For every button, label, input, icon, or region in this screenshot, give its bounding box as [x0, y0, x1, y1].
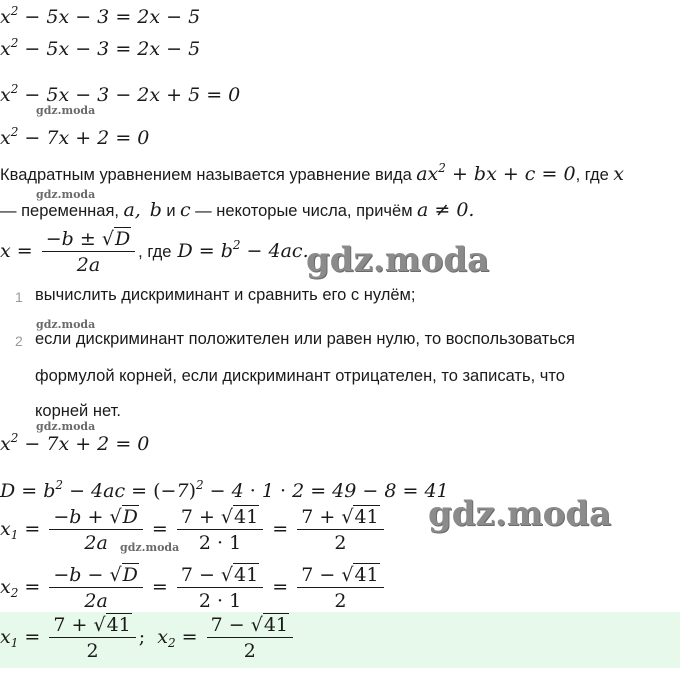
- step-text: формулой корней, если дискриминант отрицателен, то записать, что: [35, 367, 565, 385]
- equation-3: $x^2 - 5x - 3 - 2x + 5 = 0$: [0, 82, 241, 106]
- equation-5: $x^2 - 7x + 2 = 0$: [0, 431, 150, 455]
- definition-line-1: Квадратным уравнением называется уравнение вида $ax^2$ + bx + c = 0, где x: [0, 161, 624, 185]
- watermark-small: gdz.moda: [36, 318, 96, 331]
- root-x2-line: $x_2$ = $\frac{-b - √D}{2a}$ = $\frac{7 - √41}{2 \cdot 1}$ = $\frac{7 - √41}{2}$: [0, 564, 387, 612]
- discriminant-line: $D = b^2 - 4ac = (-7)^2 - 4 \cdot 1 \cdot 2 = 49 - 8 = 41$: [0, 478, 449, 502]
- watermark-small: gdz.moda: [120, 541, 180, 554]
- equation-4: $x^2 - 7x + 2 = 0$: [0, 125, 150, 149]
- watermark-big: gdz.moda: [428, 494, 612, 534]
- step-text: корней нет.: [35, 402, 121, 420]
- step-text: вычислить дискриминант и сравнить его с нулём;: [35, 286, 416, 304]
- watermark-small: gdz.moda: [36, 188, 96, 201]
- watermark-big: gdz.moda: [306, 240, 490, 280]
- root-x1-line: $x_1$ = $\frac{-b + √D}{2a}$ = $\frac{7 + √41}{2 \cdot 1}$ = $\frac{7 + √41}{2}$: [0, 506, 387, 554]
- equation-1: $x^2 - 5x - 3 = 2x - 5$: [0, 4, 201, 28]
- watermark-small: gdz.moda: [36, 420, 96, 433]
- step-text: если дискриминант положителен или равен нулю, то воспользоваться: [35, 330, 575, 348]
- definition-line-2: — переменная, a, b и c — некоторые числа, причём a ≠ 0.: [0, 199, 475, 221]
- answer-line: $x_1$ = $\frac{7 + √41}{2}$ ; $x_2$ = $\frac{7 - √41}{2}$: [0, 614, 296, 662]
- equation-2: $x^2 - 5x - 3 = 2x - 5$: [0, 36, 201, 60]
- step-number: 2: [15, 333, 23, 349]
- watermark-small: gdz.moda: [36, 104, 96, 117]
- root-formula: x = $\frac{-b \pm √D}{2a}$ , где $D = b^2 - 4ac$.: [0, 228, 309, 276]
- step-number: 1: [15, 289, 23, 305]
